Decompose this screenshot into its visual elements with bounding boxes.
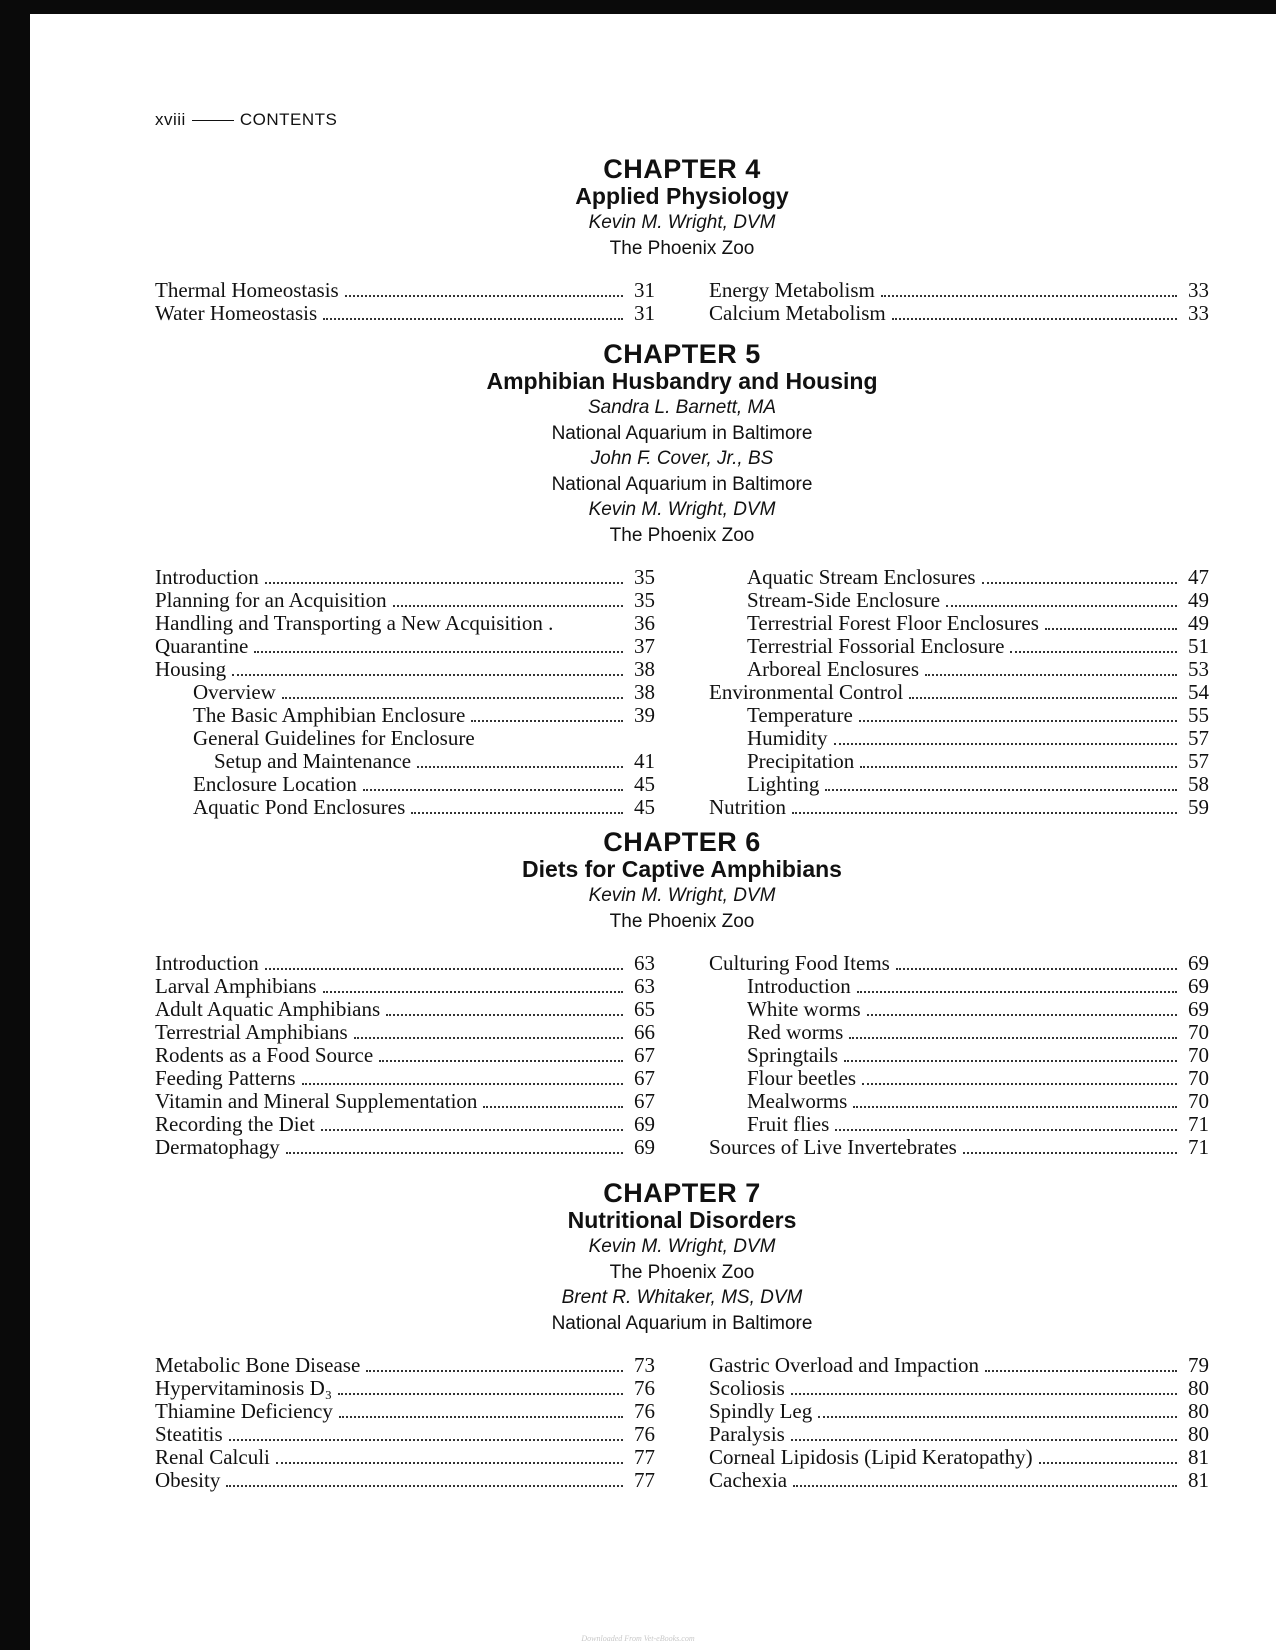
toc-entry[interactable] xyxy=(709,658,1209,681)
toc-entry[interactable] xyxy=(709,612,1209,635)
dot-leader xyxy=(791,1427,1177,1441)
toc-entry[interactable] xyxy=(709,1354,1209,1377)
toc-entry[interactable] xyxy=(709,1423,1209,1446)
toc-entry-page: 69 xyxy=(1188,974,1209,998)
chapter-number: CHAPTER 7 xyxy=(603,1178,761,1208)
toc-entry[interactable] xyxy=(709,1469,1209,1492)
toc-entry-page: 76 xyxy=(634,1399,655,1423)
toc-entry[interactable] xyxy=(155,1090,655,1113)
chapter-section xyxy=(155,1180,1209,1492)
toc-entry-page: 70 xyxy=(1188,1066,1209,1090)
toc-entry-label: Adult Aquatic Amphibians xyxy=(155,997,381,1021)
chapter-author: Brent R. Whitaker, MS, DVM xyxy=(561,1287,803,1308)
toc-entry-label: Aquatic Pond Enclosures xyxy=(193,795,406,819)
toc-entry-page: 63 xyxy=(634,974,655,998)
author-affiliation: The Phoenix Zoo xyxy=(609,524,755,546)
dot-leader xyxy=(323,979,623,993)
toc-entry-label: Thiamine Deficiency xyxy=(155,1399,333,1423)
toc-column-right xyxy=(709,566,1209,819)
footer-watermark: Downloaded From Vet-eBooks.com xyxy=(581,1634,695,1643)
dot-leader xyxy=(339,1404,623,1418)
toc-entry-label: General Guidelines for Enclosure xyxy=(193,726,475,750)
chapter-number: CHAPTER 4 xyxy=(603,154,761,184)
dot-leader xyxy=(1039,1450,1177,1464)
toc-entry-label: Terrestrial Fossorial Enclosure xyxy=(747,634,1005,658)
toc-entry-label: Steatitis xyxy=(155,1422,223,1446)
toc-entry-label: Scoliosis xyxy=(709,1376,785,1400)
toc-entry-label: Lighting xyxy=(747,772,820,796)
toc-entry[interactable] xyxy=(155,975,655,998)
dot-leader xyxy=(345,283,623,297)
toc-entry[interactable] xyxy=(709,1113,1209,1136)
toc-entry[interactable] xyxy=(155,998,655,1021)
chapter-title: Amphibian Husbandry and Housing xyxy=(486,368,878,394)
toc-entry-label: Introduction xyxy=(747,974,851,998)
toc-entry-page: 81 xyxy=(1188,1445,1209,1469)
author-affiliation: National Aquarium in Baltimore xyxy=(551,473,813,495)
toc-entry[interactable] xyxy=(155,589,655,612)
toc-entry-page: 69 xyxy=(634,1112,655,1136)
toc-entry-page: 41 xyxy=(634,749,655,773)
toc-column-left xyxy=(155,1354,655,1492)
toc-entry[interactable] xyxy=(155,612,655,635)
dot-leader xyxy=(363,777,623,791)
toc-entry-page: 57 xyxy=(1188,749,1209,773)
dot-leader xyxy=(323,306,623,320)
dot-leader xyxy=(338,1381,623,1395)
dot-leader xyxy=(276,1450,623,1464)
chapter-author: John F. Cover, Jr., BS xyxy=(590,448,774,469)
toc-entry[interactable] xyxy=(155,1377,655,1400)
toc-entry-page: 49 xyxy=(1188,588,1209,612)
toc-entry[interactable] xyxy=(709,1136,1209,1159)
dot-leader xyxy=(232,662,623,676)
toc-entry-page: 33 xyxy=(1188,278,1209,302)
dot-leader xyxy=(379,1048,623,1062)
dot-leader xyxy=(896,956,1177,970)
dot-leader xyxy=(386,1002,623,1016)
toc-entry-label: Environmental Control xyxy=(709,680,904,704)
toc-entry[interactable] xyxy=(155,1400,655,1423)
toc-entry-page: 38 xyxy=(634,680,655,704)
chapter-section xyxy=(155,341,1209,819)
dot-leader xyxy=(265,570,623,584)
toc-entry[interactable] xyxy=(709,1021,1209,1044)
toc-entry-page: 38 xyxy=(634,657,655,681)
running-head-title: CONTENTS xyxy=(239,110,338,129)
dot-leader xyxy=(282,685,623,699)
toc-entry[interactable] xyxy=(709,1400,1209,1423)
toc-entries xyxy=(155,566,1209,819)
toc-entry-label: The Basic Amphibian Enclosure xyxy=(193,703,466,727)
toc-entry-label: Arboreal Enclosures xyxy=(747,657,920,681)
toc-entry[interactable] xyxy=(709,635,1209,658)
toc-entry-page: 31 xyxy=(634,278,655,302)
toc-column-right xyxy=(709,1354,1209,1492)
dot-leader xyxy=(1045,616,1177,630)
toc-entry-label: Enclosure Location xyxy=(193,772,357,796)
chapter-heading xyxy=(155,829,1209,934)
author-affiliation: National Aquarium in Baltimore xyxy=(551,1312,813,1334)
chapter-author: Kevin M. Wright, DVM xyxy=(588,212,776,233)
running-head-rule xyxy=(192,120,234,121)
author-affiliation: National Aquarium in Baltimore xyxy=(551,422,813,444)
toc-entry-page: 76 xyxy=(634,1376,655,1400)
toc-entry[interactable] xyxy=(155,796,655,819)
dot-leader xyxy=(559,616,623,628)
toc-entry-page: 51 xyxy=(1188,634,1209,658)
dot-leader xyxy=(1010,639,1177,653)
dot-leader xyxy=(862,1071,1177,1085)
toc-entry-page: 39 xyxy=(634,703,655,727)
chapter-heading xyxy=(155,341,1209,548)
toc-entry-page: 76 xyxy=(634,1422,655,1446)
toc-entry-label: Paralysis xyxy=(709,1422,785,1446)
dot-leader xyxy=(982,570,1177,584)
toc-entry-label: Hypervitaminosis D₃ xyxy=(155,1376,333,1400)
dot-leader xyxy=(946,593,1177,607)
dot-leader xyxy=(835,1117,1177,1131)
toc-entry[interactable] xyxy=(155,1067,655,1090)
toc-entry[interactable] xyxy=(155,773,655,796)
toc-entry-page: 70 xyxy=(1188,1020,1209,1044)
dot-leader xyxy=(393,593,623,607)
toc-entry[interactable] xyxy=(155,1021,655,1044)
dot-leader xyxy=(481,731,623,743)
dot-leader xyxy=(366,1358,623,1372)
toc-column-right xyxy=(709,279,1209,325)
toc-entry-label: Introduction xyxy=(155,565,259,589)
toc-entry-label: Springtails xyxy=(747,1043,839,1067)
toc-entry[interactable] xyxy=(709,279,1209,302)
toc-entry[interactable] xyxy=(155,1136,655,1159)
toc-entry-page: 35 xyxy=(634,588,655,612)
toc-entry[interactable] xyxy=(709,302,1209,325)
toc-entry-page: 47 xyxy=(1188,565,1209,589)
dot-leader xyxy=(321,1117,623,1131)
author-affiliation: The Phoenix Zoo xyxy=(609,1261,755,1283)
toc-entry-page: 59 xyxy=(1188,795,1209,819)
toc-entry-label: Terrestrial Amphibians xyxy=(155,1020,348,1044)
toc-entry[interactable] xyxy=(155,952,655,975)
toc-entry-label: Feeding Patterns xyxy=(155,1066,296,1090)
toc-entry-label: Vitamin and Mineral Supplementation xyxy=(155,1089,478,1113)
toc-entry-label: Terrestrial Forest Floor Enclosures xyxy=(747,611,1039,635)
dot-leader xyxy=(411,800,623,814)
toc-entry-label: Housing xyxy=(155,657,227,681)
toc-entry-label: Culturing Food Items xyxy=(709,951,890,975)
toc-entry-label: Obesity xyxy=(155,1468,221,1492)
toc-entry-label: Red worms xyxy=(747,1020,844,1044)
toc-entry[interactable] xyxy=(709,589,1209,612)
dot-leader xyxy=(860,754,1177,768)
chapter-title: Nutritional Disorders xyxy=(567,1207,797,1233)
toc-entry-page: 33 xyxy=(1188,301,1209,325)
toc-entry-label: Renal Calculi xyxy=(155,1445,270,1469)
dot-leader xyxy=(849,1025,1177,1039)
scan-border-left xyxy=(0,0,30,1650)
chapter-title: Diets for Captive Amphibians xyxy=(522,856,842,882)
toc-entry-page: 71 xyxy=(1188,1112,1209,1136)
dot-leader xyxy=(859,708,1177,722)
toc-entry-label: Metabolic Bone Disease xyxy=(155,1353,361,1377)
toc-entry-page: 77 xyxy=(634,1468,655,1492)
toc-entry-page: 67 xyxy=(634,1066,655,1090)
toc-entry-page: 79 xyxy=(1188,1353,1209,1377)
toc-entry-label: Rodents as a Food Source xyxy=(155,1043,374,1067)
dot-leader xyxy=(963,1140,1177,1154)
toc-entry[interactable] xyxy=(155,566,655,589)
toc-entry-page: 63 xyxy=(634,951,655,975)
toc-entry-label: Flour beetles xyxy=(747,1066,857,1090)
toc-entry-page: 80 xyxy=(1188,1422,1209,1446)
toc-entry-label: Aquatic Stream Enclosures xyxy=(747,565,976,589)
dot-leader xyxy=(286,1140,623,1154)
toc-entry-page: 66 xyxy=(634,1020,655,1044)
toc-entries xyxy=(155,1354,1209,1492)
toc-entry-page: 37 xyxy=(634,634,655,658)
dot-leader xyxy=(792,800,1177,814)
toc-entry-page: 81 xyxy=(1188,1468,1209,1492)
toc-entry-label: Thermal Homeostasis xyxy=(155,278,339,302)
toc-entry-label: Calcium Metabolism xyxy=(709,301,886,325)
chapter-author: Sandra L. Barnett, MA xyxy=(588,397,776,418)
toc-entry[interactable] xyxy=(709,1446,1209,1469)
toc-entry-page: 45 xyxy=(634,795,655,819)
toc-entry-label: Mealworms xyxy=(747,1089,848,1113)
dot-leader xyxy=(226,1473,623,1487)
toc-entry-label: Corneal Lipidosis (Lipid Keratopathy) xyxy=(709,1445,1033,1469)
toc-entry-label: Planning for an Acquisition xyxy=(155,588,387,612)
toc-entry[interactable] xyxy=(709,750,1209,773)
dot-leader xyxy=(483,1094,623,1108)
toc-entry-label: Dermatophagy xyxy=(155,1135,280,1159)
toc-entry[interactable] xyxy=(709,1090,1209,1113)
toc-entry-page: 65 xyxy=(634,997,655,1021)
toc-entry-label: White worms xyxy=(747,997,861,1021)
toc-entry-label: Handling and Transporting a New Acquisition . xyxy=(155,611,554,635)
toc-entry[interactable] xyxy=(709,773,1209,796)
toc-entry-page: 67 xyxy=(634,1089,655,1113)
dot-leader xyxy=(302,1071,623,1085)
dot-leader xyxy=(793,1473,1177,1487)
toc-entry-page: 71 xyxy=(1188,1135,1209,1159)
dot-leader xyxy=(857,979,1177,993)
toc-entry[interactable] xyxy=(709,975,1209,998)
toc-entry[interactable] xyxy=(155,279,655,302)
toc-entry[interactable] xyxy=(709,998,1209,1021)
scan-border-top xyxy=(0,0,1276,14)
toc-entry[interactable] xyxy=(155,1469,655,1492)
toc-entry-page: 54 xyxy=(1188,680,1209,704)
toc-entry-label: Setup and Maintenance xyxy=(214,749,412,773)
toc-entry-label: Cachexia xyxy=(709,1468,788,1492)
toc-entry-page: 55 xyxy=(1188,703,1209,727)
chapter-author: Kevin M. Wright, DVM xyxy=(588,1236,776,1257)
toc-entry[interactable] xyxy=(709,681,1209,704)
toc-entry-label: Larval Amphibians xyxy=(155,974,317,998)
toc-entry[interactable] xyxy=(155,704,655,727)
toc-entry-label: Water Homeostasis xyxy=(155,301,318,325)
chapter-heading xyxy=(155,1180,1209,1336)
toc-entry[interactable] xyxy=(155,635,655,658)
toc-entry-label: Gastric Overload and Impaction xyxy=(709,1353,979,1377)
dot-leader xyxy=(892,306,1177,320)
toc-entry-page: 70 xyxy=(1188,1089,1209,1113)
toc-entry[interactable] xyxy=(709,566,1209,589)
toc-entry[interactable] xyxy=(155,681,655,704)
toc-column-right xyxy=(709,952,1209,1159)
toc-entry-page: 80 xyxy=(1188,1376,1209,1400)
dot-leader xyxy=(471,708,623,722)
dot-leader xyxy=(417,754,623,768)
toc-entry-page: 31 xyxy=(634,301,655,325)
dot-leader xyxy=(254,639,623,653)
dot-leader xyxy=(265,956,623,970)
dot-leader xyxy=(825,777,1177,791)
toc-entry-page: 53 xyxy=(1188,657,1209,681)
toc-column-left xyxy=(155,952,655,1159)
toc-entry-label: Stream-Side Enclosure xyxy=(747,588,941,612)
chapter-number: CHAPTER 5 xyxy=(603,339,761,369)
author-affiliation: The Phoenix Zoo xyxy=(609,237,755,259)
chapter-number: CHAPTER 6 xyxy=(603,827,761,857)
dot-leader xyxy=(818,1404,1177,1418)
dot-leader xyxy=(229,1427,623,1441)
chapter-section xyxy=(155,156,1209,325)
toc-entry[interactable] xyxy=(155,302,655,325)
toc-entry[interactable] xyxy=(709,796,1209,819)
chapter-title: Applied Physiology xyxy=(575,183,789,209)
toc-entry[interactable] xyxy=(155,1354,655,1377)
toc-entry[interactable] xyxy=(155,1044,655,1067)
toc-column-left xyxy=(155,279,655,325)
toc-entry-page: 77 xyxy=(634,1445,655,1469)
toc-entry[interactable] xyxy=(709,1067,1209,1090)
dot-leader xyxy=(844,1048,1177,1062)
chapter-author: Kevin M. Wright, DVM xyxy=(588,885,776,906)
dot-leader xyxy=(867,1002,1177,1016)
toc-entry-page: 69 xyxy=(634,1135,655,1159)
toc-entry-label: Precipitation xyxy=(747,749,855,773)
toc-entry[interactable] xyxy=(155,1113,655,1136)
toc-entry[interactable] xyxy=(155,750,655,773)
toc-entry-page: 69 xyxy=(1188,997,1209,1021)
toc-entries xyxy=(155,279,1209,325)
toc-entry-page: 57 xyxy=(1188,726,1209,750)
chapter-author: Kevin M. Wright, DVM xyxy=(588,499,776,520)
toc-entry[interactable] xyxy=(709,952,1209,975)
dot-leader xyxy=(881,283,1177,297)
toc-entry-page: 70 xyxy=(1188,1043,1209,1067)
toc-entry[interactable] xyxy=(155,658,655,681)
toc-entry-page: 49 xyxy=(1188,611,1209,635)
toc-entry[interactable] xyxy=(709,1044,1209,1067)
toc-entry-page: 58 xyxy=(1188,772,1209,796)
author-affiliation: The Phoenix Zoo xyxy=(609,910,755,932)
dot-leader xyxy=(985,1358,1177,1372)
page-number: xviii xyxy=(155,110,186,129)
dot-leader xyxy=(909,685,1177,699)
chapter-heading xyxy=(155,156,1209,261)
toc-entry[interactable] xyxy=(709,704,1209,727)
toc-entry-label: Fruit flies xyxy=(747,1112,830,1136)
toc-entry-label: Introduction xyxy=(155,951,259,975)
toc-entry-label: Overview xyxy=(193,680,276,704)
toc-entry-label: Nutrition xyxy=(709,795,786,819)
toc-entry-page: 35 xyxy=(634,565,655,589)
dot-leader xyxy=(791,1381,1177,1395)
toc-entry[interactable] xyxy=(155,1423,655,1446)
running-head xyxy=(155,110,337,130)
dot-leader xyxy=(834,731,1177,745)
toc-entry[interactable] xyxy=(709,1377,1209,1400)
toc-entry[interactable] xyxy=(155,1446,655,1469)
toc-entry-label: Quarantine xyxy=(155,634,249,658)
toc-entry-page: 69 xyxy=(1188,951,1209,975)
toc-entry[interactable] xyxy=(155,727,655,750)
toc-entry-page: 67 xyxy=(634,1043,655,1067)
dot-leader xyxy=(853,1094,1177,1108)
toc-column-left xyxy=(155,566,655,819)
toc-entry-label: Humidity xyxy=(747,726,828,750)
toc-entry-label: Sources of Live Invertebrates xyxy=(709,1135,957,1159)
toc-entry[interactable] xyxy=(709,727,1209,750)
toc-entry-label: Energy Metabolism xyxy=(709,278,875,302)
toc-entry-page: 80 xyxy=(1188,1399,1209,1423)
toc-entries xyxy=(155,952,1209,1159)
chapter-section xyxy=(155,829,1209,1159)
toc-entry-page: 36 xyxy=(634,611,655,635)
toc-entry-label: Spindly Leg xyxy=(709,1399,813,1423)
toc-entry-label: Temperature xyxy=(747,703,853,727)
toc-entry-page: 73 xyxy=(634,1353,655,1377)
toc-entry-label: Recording the Diet xyxy=(155,1112,315,1136)
dot-leader xyxy=(354,1025,623,1039)
dot-leader xyxy=(925,662,1177,676)
toc-entry-page: 45 xyxy=(634,772,655,796)
